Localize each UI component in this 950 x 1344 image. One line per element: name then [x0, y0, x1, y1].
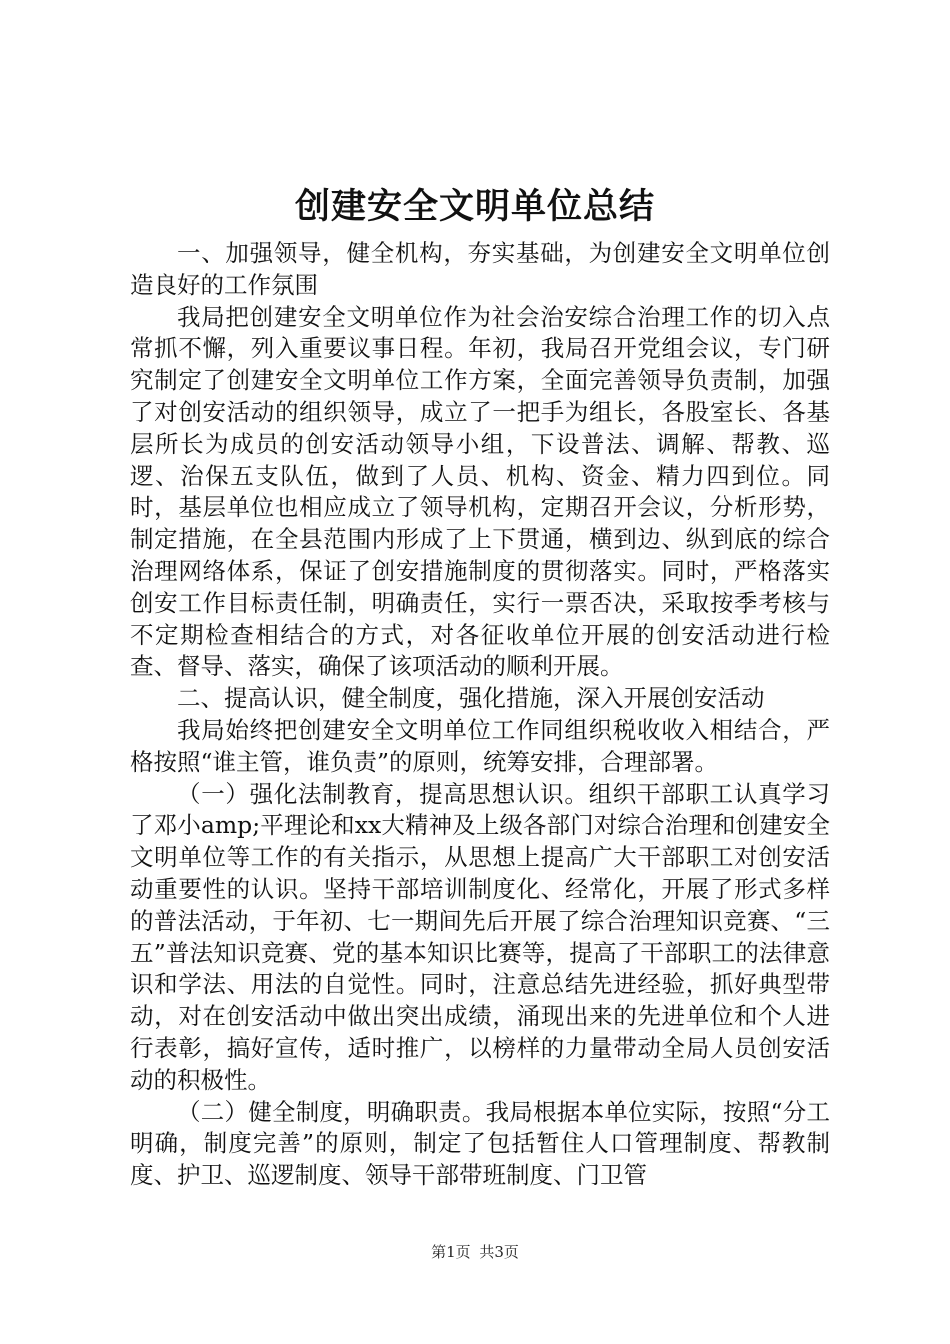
- document-title: 创建安全文明单位总结: [294, 187, 655, 227]
- page-footer: [0, 1242, 950, 1262]
- paragraph-3: （一）强化法制教育，提高思想认识。组织干部职工认真学习了邓小amp;平理论和xx大精神及上级各部门对综合治理和创建安全文明单位等工作的有关指示，从思想上提高广大干部职工对创安活动重要性的认识。坚持干部培训制度化、经常化，开展了形式多样的普法活动，于年初、七一期间先后开展了综合治理知识竞赛、“三五”普法知识竞赛、党的基本知识比赛等，提高了干部职工的法律意识和学法、用法的自觉性。同时，注意总结先进经验，抓好典型带动，对在创安活动中做出突出成绩，涌现出来的先进单位和个人进行表彰，搞好宣传，适时推广，以榜样的力量带动全局人员创安活动的积极性。: [130, 779, 830, 1094]
- section-heading-2: 二、提高认识，健全制度，强化措施，深入开展创安活动: [177, 684, 765, 713]
- paragraph-1: 我局把创建安全文明单位作为社会治安综合治理工作的切入点常抓不懈，列入重要议事日程。年初，我局召开党组会议，专门研究制定了创建安全文明单位工作方案，全面完善领导负责制，加强了对创安活动的组织领导，成立了一把手为组长，各股室长、各基层所长为成员的创安活动领导小组，下设普法、调解、帮教、巡逻、治保五支队伍，做到了人员、机构、资金、精力四到位。同时，基层单位也相应成立了领导机构，定期召开会议，分析形势，制定措施，在全县范围内形成了上下贯通，横到边、纵到底的综合治理网络体系，保证了创安措施制度的贯彻落实。同时，严格落实创安工作目标责任制，明确责任，实行一票否决，采取按季考核与不定期检查相结合的方式，对各征收单位开展的创安活动进行检查、督导、落实，确保了该项活动的顺利开展。: [130, 302, 830, 681]
- page-number: 第1页: [431, 1243, 471, 1261]
- page-total: 共3页: [479, 1243, 519, 1261]
- paragraph-2: 我局始终把创建安全文明单位工作同组织税收收入相结合，严格按照“谁主管，谁负责”的原则，统筹安排，合理部署。: [130, 715, 830, 776]
- paragraph-4: （二）健全制度，明确职责。我局根据本单位实际，按照“分工明确，制度完善”的原则，制定了包括暂住人口管理制度、帮教制度、护卫、巡逻制度、领导干部带班制度、门卫管: [130, 1097, 830, 1190]
- document-body: [130, 238, 830, 1192]
- section-heading-1: 一、加强领导，健全机构，夯实基础，为创建安全文明单位创造良好的工作氛围: [130, 239, 830, 299]
